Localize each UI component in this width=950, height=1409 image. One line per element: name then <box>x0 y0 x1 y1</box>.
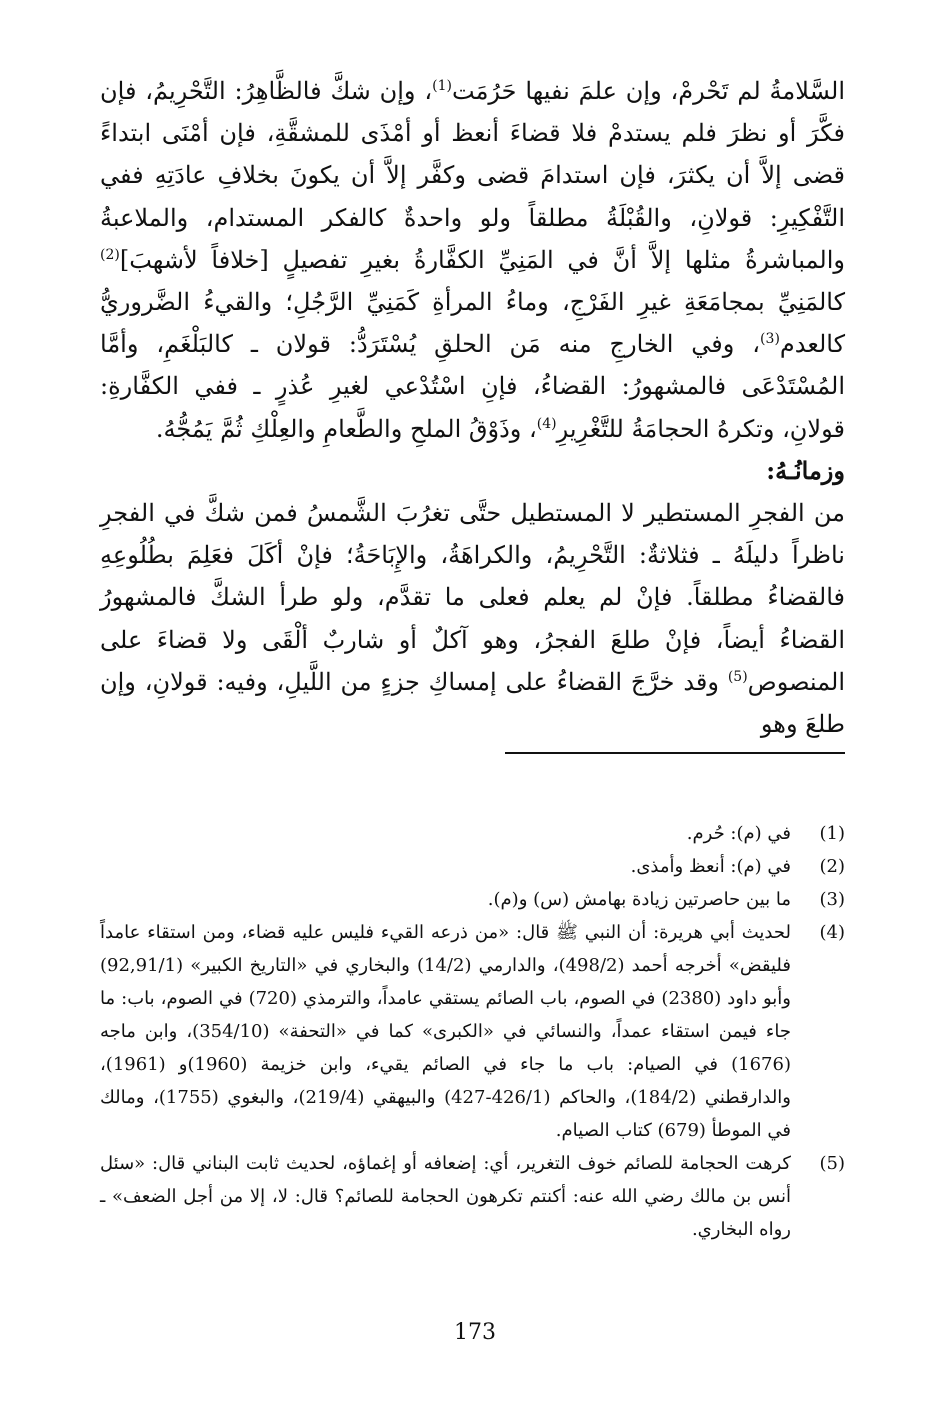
footnote-reference-2: (2) <box>100 246 120 263</box>
main-text-run: ، وفي الخارجِ منه مَن الحلقِ يُسْتَرَدُّ: قولان ـ كالبَلْغَمِ، وأمَّا المُسْتَدْعَى فالمشهورُ: القضاءُ، فإنِ اسْتُدْعي لغيرِ عُذرٍ ـ ففي الكفَّارةِ: قولانِ، وتكرهُ الحجامَةُ للتَّغْرِيرِ <box>100 330 845 443</box>
footnote-3 <box>100 883 845 916</box>
footnote-number: (3) <box>819 889 845 910</box>
main-text-block <box>100 70 845 745</box>
main-text-run: وقد خرَّجَ القضاءُ على إمساكِ جزءٍ من اللَّيلِ، وفيه: قولانِ، وإن طلعَ وهو <box>100 667 845 739</box>
section-heading: وزمانُـهُ: <box>766 455 845 485</box>
footnote-4 <box>100 916 845 1147</box>
footnote-text: كرهت الحجامة للصائم خوف التغرير، أي: إضعافه أو إغماؤه، لحديث ثابت البناني قال: «سئل أنس بن مالك رضي الله عنه: أكنتم تكرهون الحجامة للصائم؟ قال: لا، إلا من أجل الضعف» ـ رواه البخاري. <box>100 1153 791 1240</box>
footnote-text: ما بين حاصرتين زيادة بهامش (س) و(م). <box>487 889 791 910</box>
footnote-1 <box>100 817 845 850</box>
main-paragraph-1 <box>100 70 845 450</box>
footnote-number: (5) <box>819 1153 845 1174</box>
footnotes-block <box>100 817 845 1246</box>
footnote-number: (4) <box>819 922 845 943</box>
main-text-run: من الفجرِ المستطير لا المستطيل حتَّى تغرُبَ الشَّمسُ فمن شكَّ في الفجرِ ناظراً دليلَهُ ـ فثلاثةٌ: التَّحْرِيمُ، والكراهَةُ، والإِبَاحَةُ؛ فإنْ أكَلَ فعَلِمَ بطُلُوعِهِ فالقضاءُ مطلقاً. فإنْ لم يعلم فعلى ما تقدَّم، ولو طرأ الشكَّ فالمشهورُ القضاءُ أيضاً، فإنْ طلعَ الفجرُ، وهو آكلٌ أو شاربٌ ألْقَى ولا قضاءَ على المنصوص <box>100 499 846 696</box>
footnote-number: (2) <box>819 856 845 877</box>
main-text-run: كالمَنِيِّ بمجامَعَةِ غيرِ الفَرْجِ، وماءُ المرأةِ كَمَنِيِّ الرَّجُلِ؛ والقيءُ الضَّروريُّ كالعدم <box>100 288 845 359</box>
footnote-reference-1: (1) <box>432 78 452 94</box>
main-text-run: ، وذَوْقُ الملحِ والطَّعامِ والعِلْكِ ثُمَّ يَمُجُّهُ. <box>155 414 537 443</box>
footnote-number: (1) <box>819 823 845 844</box>
footnote-reference-4: (4) <box>536 415 557 432</box>
main-text-run: السَّلامةُ لم تَحْرمْ، وإن علمَ نفيها حَرُمَت <box>452 77 845 105</box>
footnote-reference-3: (3) <box>760 331 780 348</box>
footnote-text: في (م): حُرم. <box>686 823 791 844</box>
footnote-2 <box>100 850 845 883</box>
footnote-5 <box>100 1147 845 1246</box>
footnote-reference-5: (5) <box>727 668 748 685</box>
page-number: 173 <box>454 1320 496 1345</box>
footnote-separator <box>505 752 845 754</box>
main-paragraph-2 <box>100 492 845 745</box>
footnote-text: لحديث أبي هريرة: أن النبي ﷺ قال: «من ذرعه القيء فليس عليه قضاء، ومن استقاء عامداً فليقض» أخرجه أحمد (498/2)، والدارمي (14/2) والبخاري في «التاريخ الكبير» (92,91/1) وأبو داود (2380) في الصوم، باب الصائم يستقي عامداً، والترمذي (720) في الصوم، باب: ما جاء فيمن استقاء عمداً، والنسائي في «الكبرى» كما في «التحفة» (354/10)، وابن ماجه (1676) في الصيام: باب ما جاء في الصائم يقيء، وابن خزيمة (1960)و (1961)، والدارقطني (184/2)، والحاكم (426/1-427) والبيهقي (219/4)، والبغوي (1755)، ومالك في الموطأ (679) كتاب الصيام. <box>100 922 791 1141</box>
main-text-run: ، وإن شكَّ فالظَّاهِرُ: التَّحْرِيمُ، فإن فكَّرَ أو نظرَ فلم يستدمْ فلا قضاءَ أنعظ أو أمْذَى للمشقَّةِ، فإن أمْنَى ابتداءً قضى إلاَّ أن يكثرَ، فإن استدامَ قضى وكفَّر إلاَّ أن يكونَ بخلافِ عادَتِهِ ففي التَّفْكِيرِ: قولانِ، والقُبْلَةُ مطلقاً ولو واحدةٌ كالفكر المستدام، والملاعبةُ والمباشرةُ مثلها إلاَّ أنَّ في المَنِيِّ الكفَّارةُ بغيرِ تفصيلٍ [خلافاً لأشهبَ] <box>100 77 845 274</box>
footnote-text: في (م): أنعظ وأمذى. <box>630 856 791 877</box>
